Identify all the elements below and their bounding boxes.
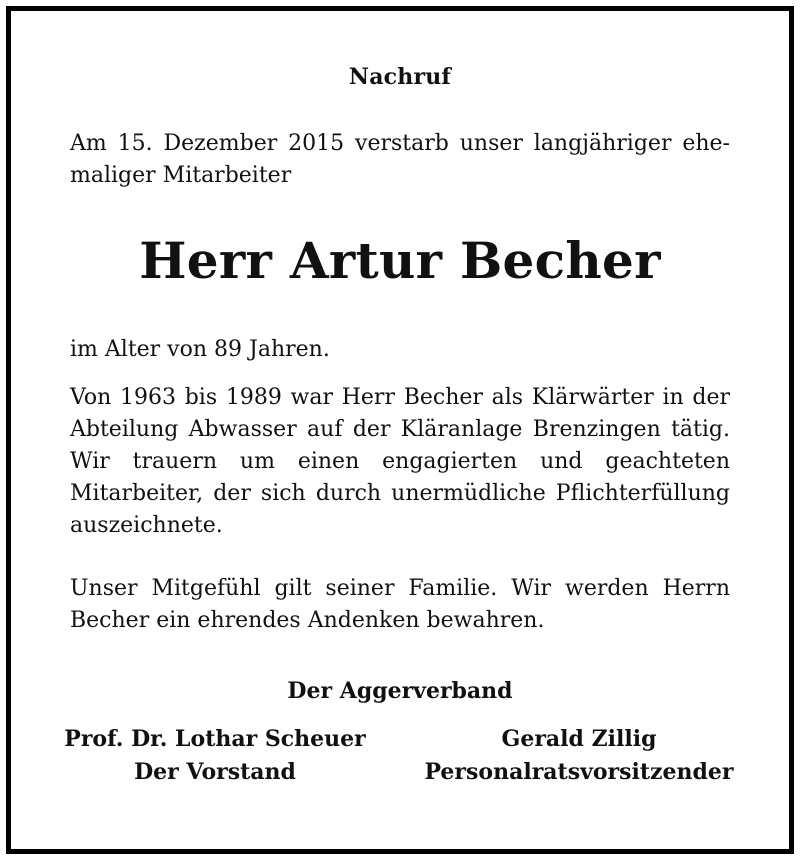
signatory-left-role: Der Vorstand [134,759,296,785]
notice-heading: Nachruf [348,64,452,90]
organization-name: Der Aggerverband [287,678,513,704]
intro-paragraph: Am 15. Dezember 2015 verstarb unser langjähriger ehe-maliger Mitarbeiter [70,131,730,188]
signatory-right-role: Personalratsvorsitzender [424,759,734,785]
age-paragraph: im Alter von 89 Jahren. [70,337,330,362]
condolence-paragraph: Unser Mitgefühl gilt seiner Familie. Wir werden Herrn Becher ein ehrendes Andenken bewahren. [70,576,730,633]
deceased-name: Herr Artur Becher [139,231,661,290]
signatory-right [420,723,738,789]
signatory-left [60,723,370,789]
signatory-left-name: Prof. Dr. Lothar Scheuer [64,726,366,752]
signatory-right-name: Gerald Zillig [501,726,657,752]
career-paragraph: Von 1963 bis 1989 war Herr Becher als Klärwärter in der Abteilung Abwasser auf der Kläranlage Brenzingen tätig. Wir trauern um einen engagierten und geachteten Mitarbeiter, der sich durch unermüdliche Pflichterfüllung auszeichnete. [70,385,730,538]
